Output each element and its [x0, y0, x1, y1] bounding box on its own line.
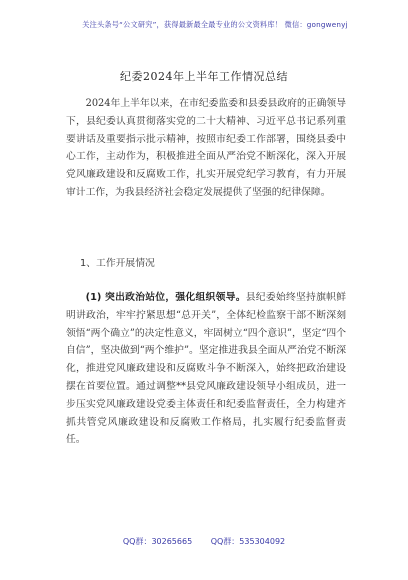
header-banner: 关注头条号“公文研究”，获得最新最全最专业的公文资料库！ 微信：gongwenyj — [82, 20, 348, 29]
footer — [0, 536, 408, 547]
item-1-lead: (1) 突出政治站位，强化组织领导。 — [85, 292, 246, 303]
item-1-paragraph — [66, 289, 346, 449]
footer-qq-group-2: QQ群：535304092 — [210, 537, 286, 546]
page-title: 纪委2024年上半年工作情况总结 — [120, 70, 288, 83]
intro-paragraph: 2024年上半年以来，在市纪委监委和县委县政府的正确领导下，县纪委认真贯彻落实党的二十大精神、习近平总书记系列重要讲话及重要指示批示精神，按照市纪委工作部署，围绕县委中心工作，主动作为，积极推进全面从严治党不断深化，深入开展党风廉政建设和反腐败工作，扎实开展党纪学习教育，有力开展审计工作，为我县经济社会稳定发展提供了坚强的纪律保障。 — [66, 98, 346, 198]
item-1-body: 县纪委始终坚持旗帜鲜明讲政治，牢牢拧紧思想“总开关”，全体纪检监察干部不断深刻领悟“两个确立”的决定性意义，牢固树立“四个意识”，坚定“四个自信”，坚决做到“两个维护”。坚定推进我县全面从严治党不断深化，推进党风廉政建设和反腐败斗争不断深入，始终把政治建设摆在首要位置。通过调整**县党风廉政建设领导小组成员，进一步压实党风廉政建设党委主体责任和纪委监督责任，全力构建齐抓共管党风廉政建设和反腐败工作格局，扎实履行纪委监督责任。 — [66, 292, 347, 446]
section-heading: 1、工作开展情况 — [80, 258, 155, 269]
footer-qq-group-1: QQ群：30265665 — [122, 537, 193, 546]
